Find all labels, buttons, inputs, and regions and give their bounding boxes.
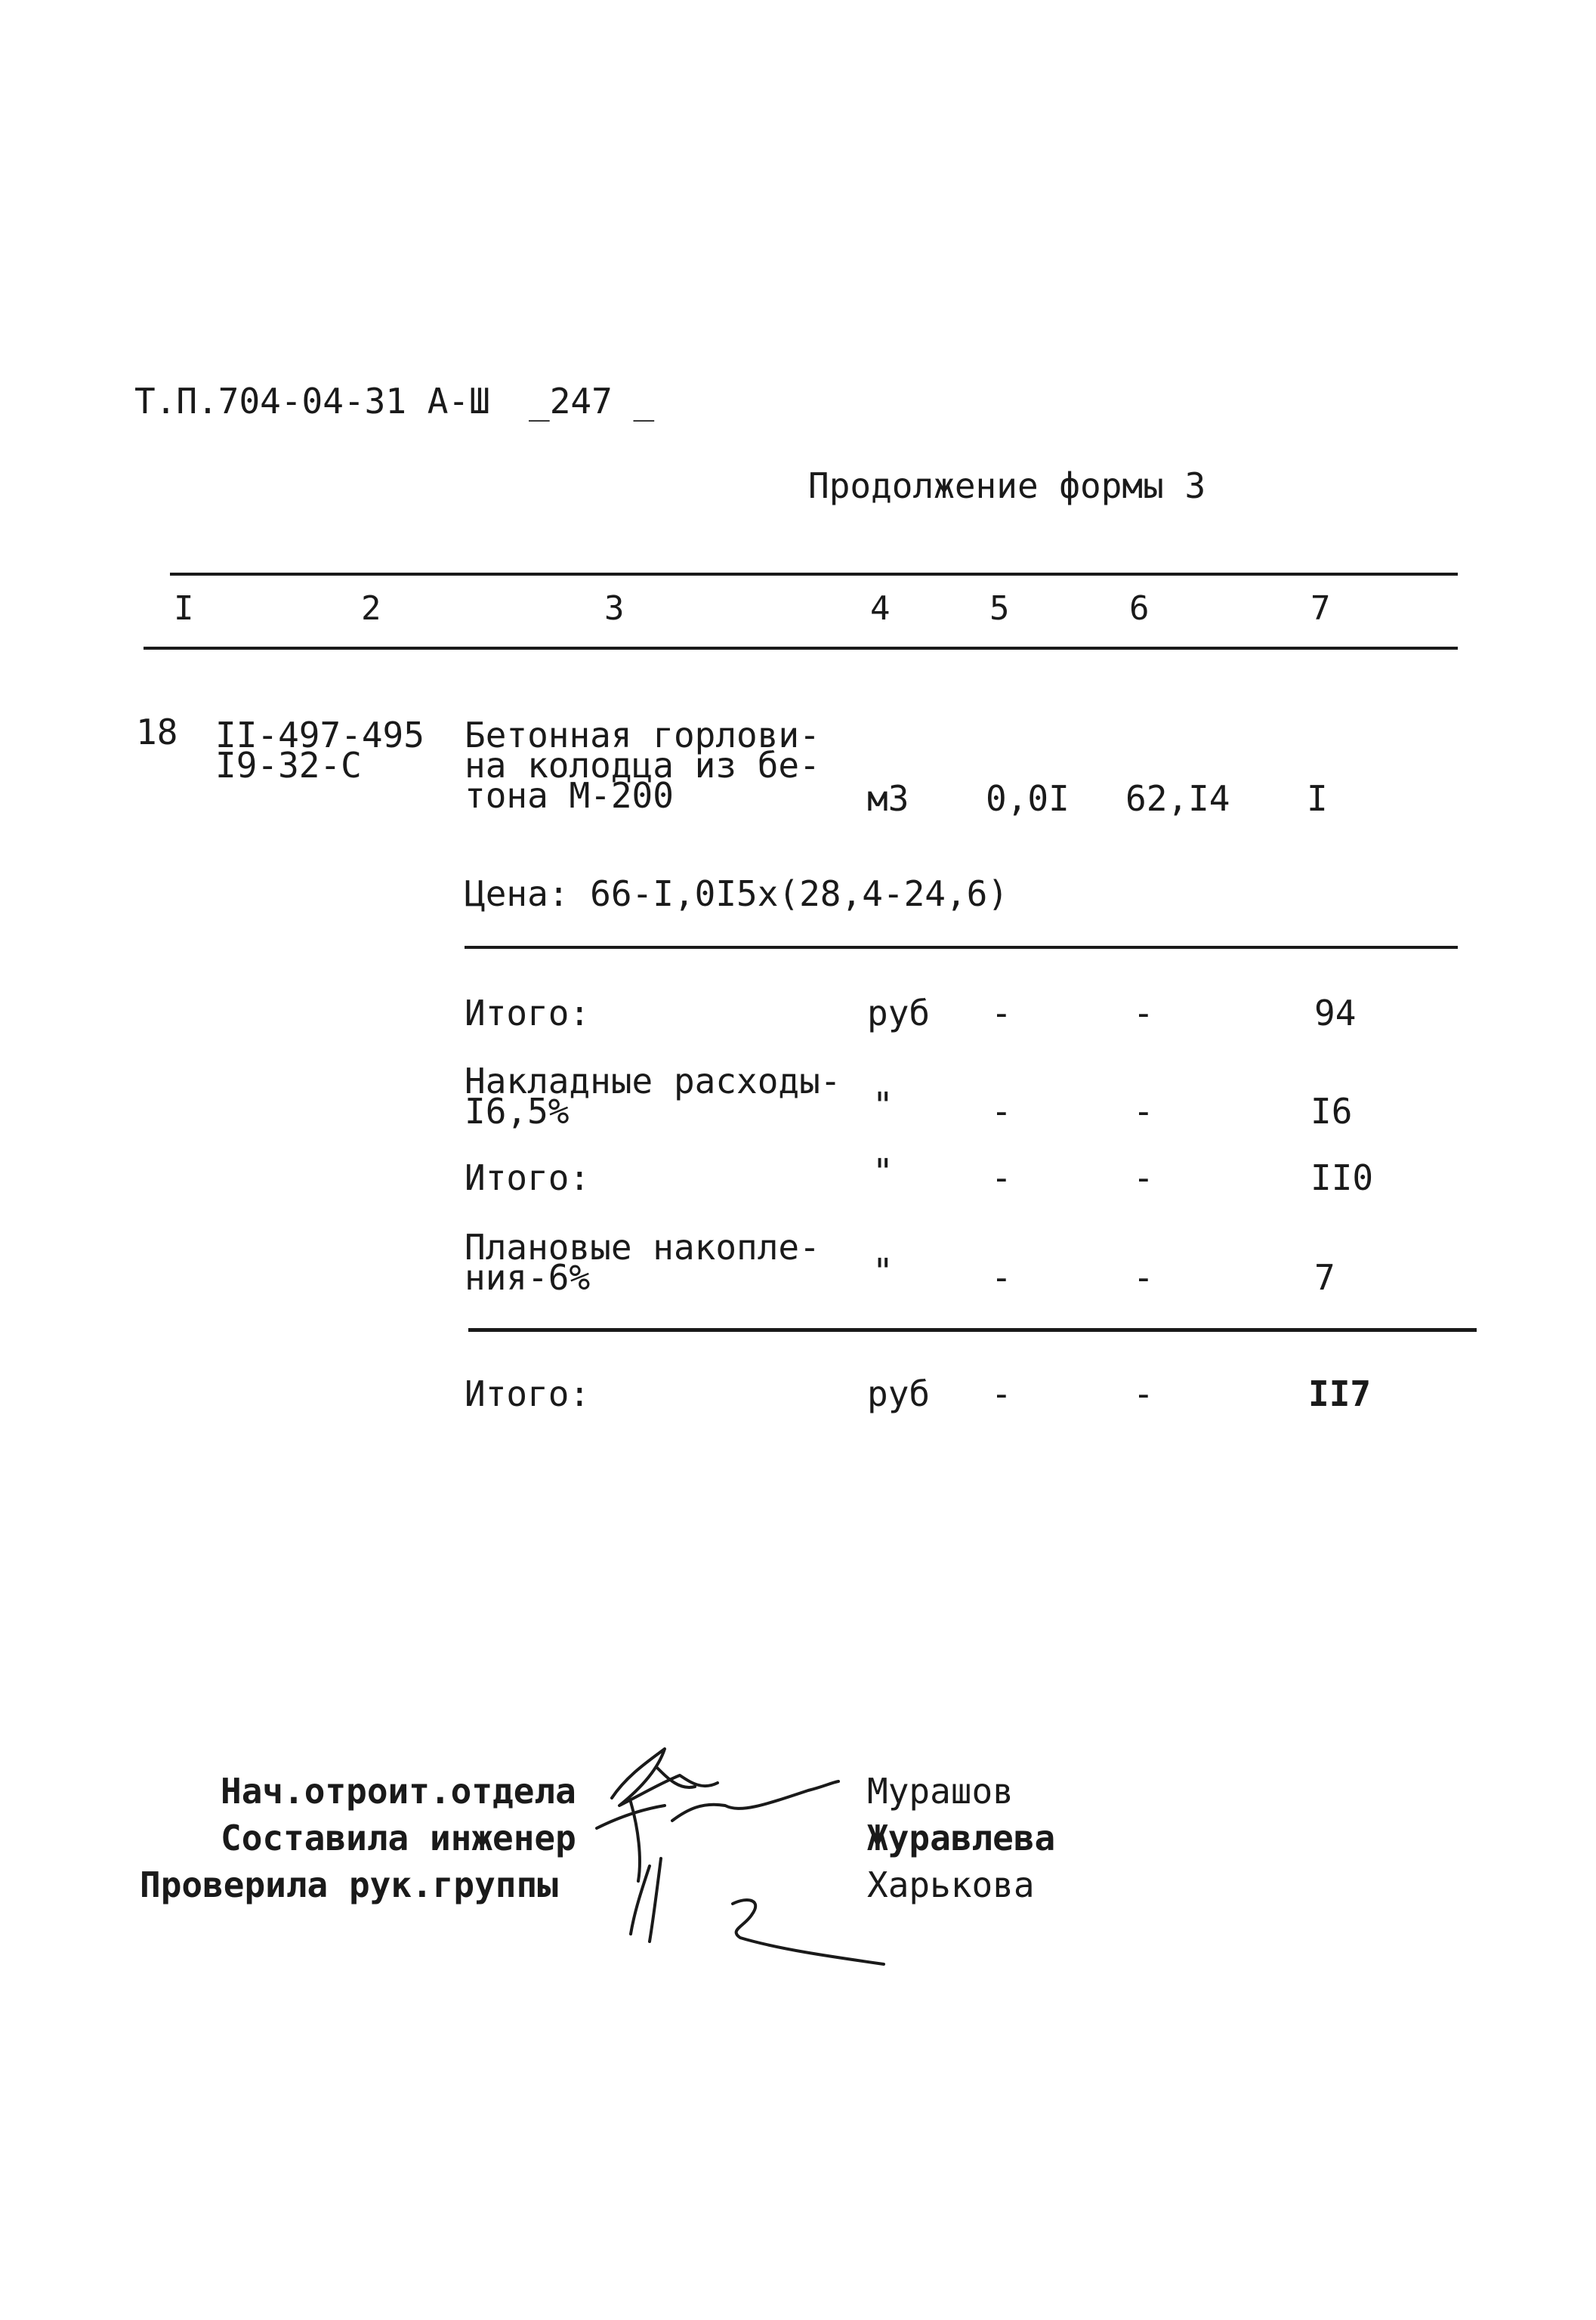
grand-total-col6: -	[1133, 1373, 1154, 1414]
item-description-line2: на колодца из бе-	[465, 745, 820, 786]
summary-unit: "	[872, 1151, 894, 1192]
handwritten-signature	[566, 1730, 929, 1979]
price-note: Цена: 66-I,0I5х(28,4-24,6)	[465, 873, 1009, 914]
summary-col6: -	[1133, 1257, 1154, 1298]
column-header-7: 7	[1310, 589, 1331, 628]
item-description-line3: тона М-200	[465, 775, 674, 816]
price-rule	[465, 946, 1458, 949]
form-title: Продолжение формы 3	[808, 465, 1206, 506]
signature-name: Мурашов	[867, 1771, 1014, 1812]
summary-col5: -	[991, 1157, 1012, 1198]
item-code-line2: I9-32-С	[215, 745, 362, 786]
column-header-3: 3	[604, 589, 625, 628]
summary-col5: -	[991, 1091, 1012, 1132]
summary-total: II0	[1310, 1157, 1374, 1198]
summary-unit: "	[872, 1251, 894, 1292]
summary-label: Плановые накопле-	[465, 1227, 820, 1268]
item-quantity: 0,0I	[986, 778, 1070, 819]
column-header-6: 6	[1129, 589, 1150, 628]
summary-col6: -	[1133, 1091, 1154, 1132]
item-unit: м3	[867, 778, 909, 819]
summary-label-line2: ния-6%	[465, 1257, 591, 1298]
item-unit-price: 62,I4	[1125, 778, 1230, 819]
table-top-rule	[170, 573, 1458, 576]
summary-label: Накладные расходы-	[465, 1061, 841, 1101]
grand-total-col5: -	[991, 1373, 1012, 1414]
summary-col5: -	[991, 993, 1012, 1033]
column-header-2: 2	[361, 589, 381, 628]
summary-col5: -	[991, 1257, 1012, 1298]
document-id: Т.П.704-04-31 А-Ш	[134, 381, 490, 422]
summary-unit: руб	[867, 993, 931, 1033]
item-code-line1: II-497-495	[215, 715, 424, 755]
signature-name: Журавлева	[867, 1818, 1056, 1858]
grand-total-label: Итого:	[465, 1373, 591, 1414]
grand-total-value: II7	[1308, 1373, 1372, 1414]
summary-col6: -	[1133, 993, 1154, 1033]
column-header-5: 5	[989, 589, 1010, 628]
item-total: I	[1307, 778, 1328, 819]
grand-total-rule	[468, 1328, 1477, 1332]
item-description-line1: Бетонная горлови-	[465, 715, 820, 755]
summary-label-line2: I6,5%	[465, 1091, 570, 1132]
table-header-bottom-rule	[144, 647, 1458, 650]
summary-total: 7	[1314, 1257, 1335, 1298]
summary-label: Итого:	[465, 993, 591, 1033]
grand-total-unit: руб	[867, 1373, 931, 1414]
signature-name: Харькова	[867, 1864, 1035, 1905]
page-number: _247 _	[529, 381, 655, 422]
signature-role: Нач.отроит.отдела	[221, 1771, 576, 1812]
summary-label: Итого:	[465, 1157, 591, 1198]
summary-unit: "	[872, 1085, 894, 1126]
item-number: 18	[136, 712, 178, 752]
signature-role: Составила инженер	[221, 1818, 576, 1858]
summary-total: 94	[1314, 993, 1357, 1033]
signature-role: Проверила рук.группы	[140, 1864, 558, 1905]
summary-total: I6	[1310, 1091, 1353, 1132]
column-header-1: I	[174, 589, 194, 628]
summary-col6: -	[1133, 1157, 1154, 1198]
column-header-4: 4	[870, 589, 891, 628]
